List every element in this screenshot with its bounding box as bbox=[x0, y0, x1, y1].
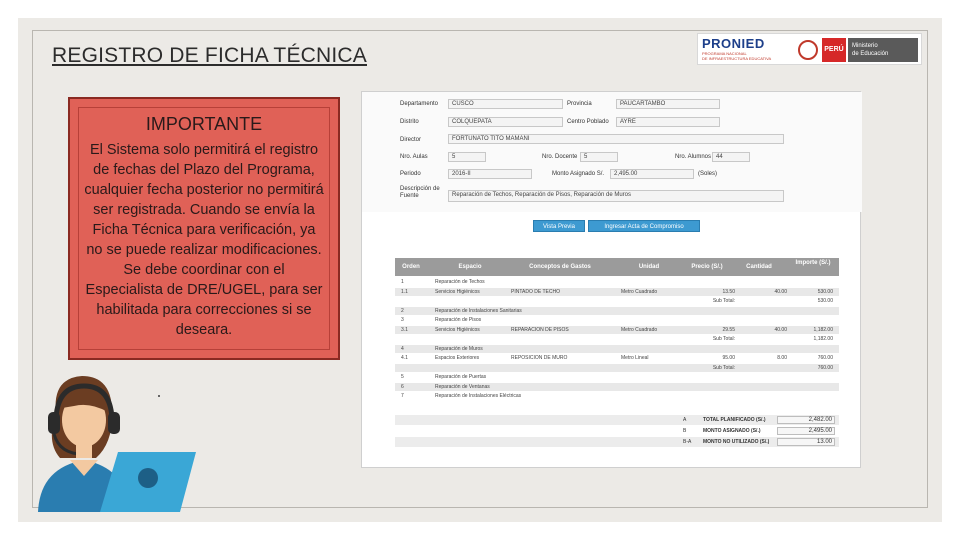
cell-orden: 4 bbox=[401, 345, 404, 352]
cell-espacio: Reparación de Muros bbox=[435, 345, 483, 352]
total-label: MONTO NO UTILIZADO (S/.) bbox=[703, 439, 770, 445]
cell-orden: 4.1 bbox=[401, 355, 408, 361]
cell-cantidad: 40.00 bbox=[774, 288, 787, 295]
cell-unidad bbox=[621, 316, 681, 324]
cell-importe: 760.00 bbox=[817, 364, 833, 371]
cell-precio bbox=[695, 278, 735, 286]
cell-precio bbox=[695, 345, 735, 353]
col-conceptos: Conceptos de Gastos bbox=[529, 264, 591, 270]
total-value: 2,495.00 bbox=[777, 427, 835, 435]
cell-precio bbox=[695, 383, 735, 391]
cell-cantidad bbox=[747, 307, 787, 315]
cell-espacio: Reparación de Instalaciones Sanitarias bbox=[435, 307, 522, 314]
cell-concepto bbox=[511, 307, 611, 315]
descripcion-field[interactable]: Reparación de Techos, Reparación de Pisos, Reparación de Muros bbox=[448, 190, 784, 202]
cell-precio bbox=[695, 392, 735, 400]
form-screenshot bbox=[361, 91, 861, 468]
col-orden: Orden bbox=[402, 264, 420, 270]
total-row bbox=[395, 415, 839, 425]
total-value: 13.00 bbox=[777, 438, 835, 446]
cell-orden: 6 bbox=[401, 383, 404, 390]
cell-importe bbox=[793, 383, 833, 391]
pronied-wordmark bbox=[702, 36, 792, 61]
total-key: A bbox=[683, 417, 687, 423]
centro-poblado-field[interactable]: AYRE bbox=[616, 117, 720, 127]
logo-subline-1: PROGRAMA NACIONAL bbox=[702, 51, 747, 56]
ingresar-acta-button[interactable]: Ingresar Acta de Compromiso bbox=[588, 220, 700, 232]
monto-asignado-field[interactable]: 2,495.00 bbox=[610, 169, 694, 179]
distrito-field[interactable]: COLQUEPATA bbox=[448, 117, 563, 127]
col-precio: Precio (S/.) bbox=[691, 264, 723, 270]
total-label: MONTO ASIGNADO (S/.) bbox=[703, 428, 761, 434]
table-row bbox=[395, 383, 839, 391]
cell-orden: 2 bbox=[401, 307, 404, 314]
cell-concepto bbox=[511, 316, 611, 324]
cell-unidad: Metro Cuadrado bbox=[621, 288, 658, 295]
cell-precio bbox=[695, 316, 735, 324]
cell-importe: 530.00 bbox=[817, 298, 833, 304]
table-row bbox=[395, 297, 839, 305]
cell-cantidad bbox=[747, 364, 787, 372]
cell-espacio: Reparación de Instalaciones Eléctricas bbox=[435, 393, 522, 399]
cell-unidad bbox=[621, 364, 681, 372]
table-row bbox=[395, 335, 839, 343]
cell-orden: 7 bbox=[401, 393, 404, 399]
cell-concepto bbox=[511, 383, 611, 391]
cell-cantidad bbox=[747, 392, 787, 400]
departamento-field[interactable]: CUSCO bbox=[448, 99, 563, 109]
cell-cantidad bbox=[747, 335, 787, 343]
total-label: TOTAL PLANIFICADO (S/.) bbox=[703, 417, 766, 423]
cell-cantidad bbox=[747, 345, 787, 353]
descripcion-label-1: Descripción de bbox=[400, 186, 440, 192]
table-row bbox=[395, 354, 839, 362]
cell-importe bbox=[793, 345, 833, 353]
table-row bbox=[395, 392, 839, 400]
cell-cantidad: 8.00 bbox=[777, 355, 787, 361]
cell-precio: Sub Total: bbox=[712, 298, 735, 304]
cell-cantidad bbox=[747, 297, 787, 305]
vista-previa-button[interactable]: Vista Previa bbox=[533, 220, 585, 232]
cell-concepto: REPOSICION DE MURO bbox=[511, 355, 568, 361]
cell-importe bbox=[793, 316, 833, 324]
cell-cantidad bbox=[747, 373, 787, 381]
cell-concepto bbox=[511, 297, 611, 305]
soles-label: (Soles) bbox=[698, 171, 718, 177]
provincia-label: Provincia bbox=[567, 101, 592, 107]
cell-importe bbox=[793, 373, 833, 381]
table-row bbox=[395, 345, 839, 353]
nro-docente-label: Nro. Docente bbox=[542, 154, 578, 160]
cell-cantidad bbox=[747, 278, 787, 286]
cell-espacio: Espacios Exteriores bbox=[435, 355, 480, 361]
cell-precio bbox=[695, 373, 735, 381]
nro-alumnos-label: Nro. Alumnos bbox=[675, 154, 712, 160]
table-header bbox=[395, 258, 839, 276]
cell-orden: 1 bbox=[401, 279, 404, 285]
cell-espacio: Reparación de Techos bbox=[435, 279, 485, 285]
cell-concepto bbox=[511, 373, 611, 381]
monto-asignado-label: Monto Asignado S/. bbox=[552, 171, 605, 177]
cell-espacio bbox=[435, 364, 513, 372]
table-row bbox=[395, 326, 839, 334]
distrito-label: Distrito bbox=[400, 119, 419, 125]
total-row bbox=[395, 426, 839, 436]
cell-importe bbox=[793, 278, 833, 286]
cell-concepto: PINTADO DE TECHO bbox=[511, 288, 560, 295]
cell-importe: 1,182.00 bbox=[813, 336, 833, 342]
cell-unidad bbox=[621, 373, 681, 381]
cell-espacio bbox=[435, 335, 513, 343]
total-row bbox=[395, 437, 839, 447]
cell-concepto bbox=[511, 392, 611, 400]
cell-orden bbox=[401, 297, 427, 305]
slide-title: REGISTRO DE FICHA TÉCNICA bbox=[52, 44, 367, 67]
cell-precio: 29.55 bbox=[722, 326, 735, 333]
cell-unidad: Metro Lineal bbox=[621, 355, 649, 361]
logo-subline-2: DE INFRAESTRUCTURA EDUCATIVA bbox=[702, 56, 772, 61]
director-label: Director bbox=[400, 137, 422, 143]
cell-concepto: REPARACION DE PISOS bbox=[511, 326, 569, 333]
centro-poblado-label: Centro Poblado bbox=[567, 119, 609, 125]
cell-importe: 530.00 bbox=[817, 288, 833, 295]
cell-importe: 760.00 bbox=[817, 355, 833, 361]
notice-text: El Sistema solo permitirá el registro de fechas del Plazo del Programa, cualquier fecha posterior no permitirá ser registrada. Cuando se envía la Ficha Técnica para verificación, ya no se puede realizar modificaciones. Se debe coordinar con el Especialista de DRE/UGEL, para ser habilitada para correcciones si se deseara. bbox=[84, 142, 324, 338]
cell-cantidad bbox=[747, 316, 787, 324]
ministry-line-2: de Educación bbox=[852, 51, 889, 57]
total-key: B-A bbox=[683, 439, 692, 445]
cell-unidad bbox=[621, 297, 681, 305]
cell-unidad bbox=[621, 383, 681, 391]
cell-unidad bbox=[621, 307, 681, 315]
cell-espacio: Reparación de Puertas bbox=[435, 374, 487, 380]
cell-concepto bbox=[511, 345, 611, 353]
cell-unidad: Metro Cuadrado bbox=[621, 326, 658, 333]
col-importe: Importe (S/.) bbox=[795, 260, 831, 266]
table-row bbox=[395, 288, 839, 296]
cell-orden: 3.1 bbox=[401, 326, 408, 333]
cell-precio: Sub Total: bbox=[712, 364, 735, 371]
cell-orden: 1.1 bbox=[401, 288, 408, 295]
peru-label: PERÚ bbox=[822, 38, 846, 62]
col-cantidad: Cantidad bbox=[746, 264, 772, 270]
table-row bbox=[395, 364, 839, 372]
cell-orden bbox=[401, 364, 427, 372]
pronied-logo bbox=[697, 33, 922, 65]
cell-unidad bbox=[621, 335, 681, 343]
nro-aulas-field[interactable]: 5 bbox=[448, 152, 486, 162]
cell-importe bbox=[793, 307, 833, 315]
total-value: 2,482.00 bbox=[777, 416, 835, 424]
stray-dot bbox=[158, 395, 160, 397]
col-unidad: Unidad bbox=[638, 264, 660, 270]
cell-cantidad bbox=[747, 383, 787, 391]
cell-espacio: Reparación de Ventanas bbox=[435, 383, 490, 390]
cell-espacio bbox=[435, 297, 513, 305]
provincia-field[interactable]: PAUCARTAMBO bbox=[616, 99, 720, 109]
nro-alumnos-field[interactable]: 44 bbox=[712, 152, 750, 162]
cell-orden: 3 bbox=[401, 317, 404, 323]
departamento-label: Departamento bbox=[400, 101, 439, 107]
cell-precio: 13.50 bbox=[722, 288, 735, 295]
ministry-label bbox=[848, 38, 918, 62]
cell-unidad bbox=[621, 278, 681, 286]
nro-aulas-label: Nro. Aulas bbox=[400, 154, 428, 160]
cell-espacio: Reparación de Pisos bbox=[435, 317, 482, 323]
periodo-label: Periodo bbox=[400, 171, 421, 177]
cell-orden: 5 bbox=[401, 374, 404, 380]
director-field[interactable]: FORTUNATO TITO MAMANI bbox=[448, 134, 784, 144]
cell-concepto bbox=[511, 335, 611, 343]
cell-espacio: Servicios Higiénicos bbox=[435, 288, 480, 295]
cell-espacio: Servicios Higiénicos bbox=[435, 326, 480, 333]
nro-docente-field[interactable]: 5 bbox=[580, 152, 618, 162]
total-key: B bbox=[683, 428, 687, 434]
cell-unidad bbox=[621, 392, 681, 400]
notice-title: IMPORTANTE bbox=[145, 114, 263, 134]
cell-cantidad: 40.00 bbox=[774, 326, 787, 333]
cell-concepto bbox=[511, 364, 611, 372]
national-seal-icon bbox=[798, 40, 818, 60]
descripcion-label-2: Fuente bbox=[400, 193, 419, 199]
cell-concepto bbox=[511, 278, 611, 286]
logo-brand: PRONIED bbox=[702, 36, 765, 51]
table-row bbox=[395, 278, 839, 286]
cell-orden bbox=[401, 335, 427, 343]
cell-precio: 95.00 bbox=[722, 355, 735, 361]
support-agent-icon bbox=[30, 372, 200, 512]
cell-importe bbox=[793, 392, 833, 400]
ministry-line-1: Ministerio bbox=[852, 43, 878, 49]
cell-unidad bbox=[621, 345, 681, 353]
periodo-field[interactable]: 2016-II bbox=[448, 169, 532, 179]
table-row bbox=[395, 316, 839, 324]
cell-precio: Sub Total: bbox=[712, 336, 735, 342]
cell-precio bbox=[695, 307, 735, 315]
table-row bbox=[395, 307, 839, 315]
table-row bbox=[395, 373, 839, 381]
col-espacio: Espacio bbox=[458, 264, 482, 270]
cell-importe: 1,182.00 bbox=[813, 326, 833, 333]
